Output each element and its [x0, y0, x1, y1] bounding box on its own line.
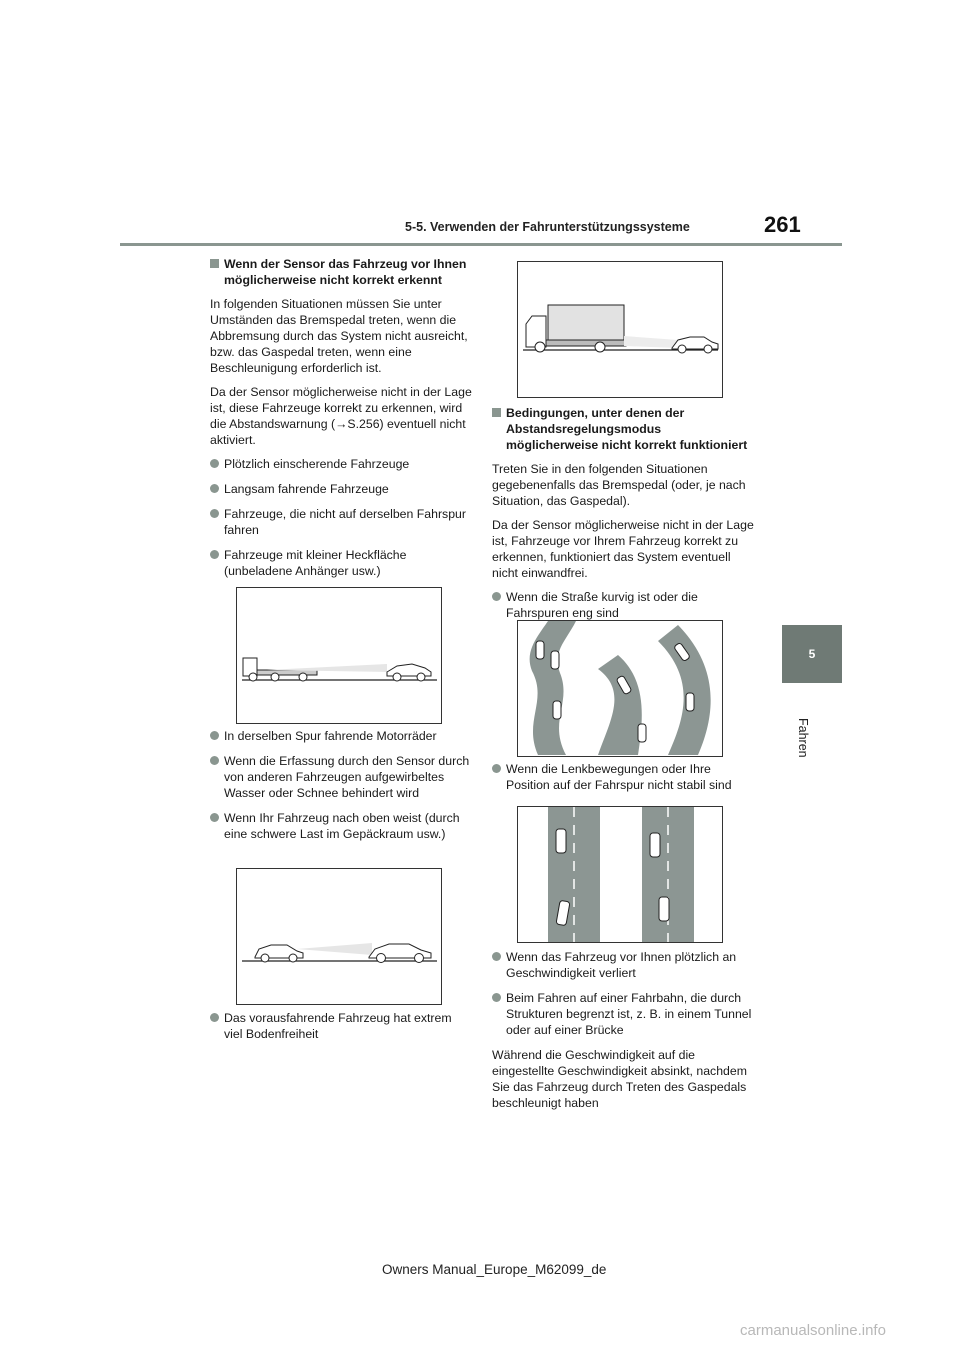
- intro-paragraph-2: Da der Sensor möglicherweise nicht in der Lage ist, diese Fahrzeuge korrekt zu erkennen, wird die Abstandswarnung (→S.256) eventuell nicht aktiviert.: [210, 385, 472, 447]
- left-column-end: [210, 1010, 472, 1051]
- bullet-icon: [210, 459, 219, 468]
- illustration-curvy-roads: [517, 620, 723, 757]
- right-column-end: [492, 949, 754, 1119]
- bullet-icon: [210, 731, 219, 740]
- heading-text: Bedingungen, unter denen der Abstandsregelungsmodus möglicherweise nicht korrekt funktioniert: [506, 406, 748, 452]
- watermark: carmanualsonline.info: [740, 1322, 886, 1339]
- bullet-icon: [210, 509, 219, 518]
- illustration-lane-position: [517, 806, 723, 943]
- bullet-icon: [492, 592, 501, 601]
- list-item: Wenn Ihr Fahrzeug nach oben weist (durch eine schwere Last im Gepäckraum usw.): [210, 810, 472, 842]
- bullet-icon: [492, 993, 501, 1002]
- list-item: Wenn das Fahrzeug vor Ihnen plötzlich an Geschwindigkeit verliert: [492, 949, 754, 981]
- footer-text: Owners Manual_Europe_M62099_de: [382, 1262, 607, 1277]
- page-number: 261: [764, 212, 801, 237]
- list-item: Plötzlich einscherende Fahrzeuge: [210, 456, 472, 472]
- square-bullet-icon: [210, 259, 219, 268]
- section-heading: [492, 405, 754, 453]
- bullet-icon: [210, 484, 219, 493]
- header-rule: [120, 243, 842, 246]
- illustration-two-cars: [236, 868, 442, 1005]
- list-item: Fahrzeuge mit kleiner Heckfläche (unbeladene Anhänger usw.): [210, 547, 472, 579]
- chapter-tab: 5: [782, 625, 842, 683]
- right-column: [492, 405, 754, 630]
- illustration-trailer: [236, 587, 442, 724]
- list-item: Wenn die Lenkbewegungen oder Ihre Position auf der Fahrspur nicht stabil sind: [492, 761, 754, 793]
- illustration-truck: [517, 261, 723, 398]
- list-item: Das vorausfahrende Fahrzeug hat extrem viel Bodenfreiheit: [210, 1010, 472, 1042]
- list-item: Beim Fahren auf einer Fahrbahn, die durch Strukturen begrenzt ist, z. B. in einem Tunnel oder auf einer Brücke: [492, 990, 754, 1038]
- intro-paragraph-2: Da der Sensor möglicherweise nicht in der Lage ist, Fahrzeuge vor Ihrem Fahrzeug korrekt zu erkennen, funktioniert das System eventuell nicht einwandfrei.: [492, 518, 754, 580]
- intro-paragraph: Treten Sie in den folgenden Situationen gegebenenfalls das Bremspedal (oder, je nach Situation, das Gaspedal).: [492, 462, 746, 508]
- list-item: Langsam fahrende Fahrzeuge: [210, 481, 472, 497]
- right-column-continued: [492, 761, 754, 802]
- list-item: Wenn die Straße kurvig ist oder die Fahrspuren eng sind: [492, 589, 754, 621]
- section-heading: [210, 256, 472, 288]
- list-item: In derselben Spur fahrende Motorräder: [210, 728, 472, 744]
- intro-paragraph: In folgenden Situationen müssen Sie unter Umständen das Bremspedal treten, wenn die Abbremsung durch das System nicht ausreicht, bzw. das Gaspedal treten, wenn eine Beschleunigung erforderlich ist.: [210, 297, 468, 375]
- section-title: 5-5. Verwenden der Fahrunterstützungssysteme: [405, 220, 690, 234]
- heading-text: Wenn der Sensor das Fahrzeug vor Ihnen möglicherweise nicht korrekt erkennt: [224, 257, 467, 287]
- bullet-icon: [210, 813, 219, 822]
- square-bullet-icon: [492, 408, 501, 417]
- closing-paragraph: Während die Geschwindigkeit auf die eingestellte Geschwindigkeit absinkt, nachdem Sie das Fahrzeug durch Treten des Gaspedals beschleunigt haben: [492, 1048, 747, 1110]
- left-column: [210, 256, 472, 588]
- left-column-continued: [210, 728, 472, 851]
- bullet-icon: [492, 764, 501, 773]
- list-item: Fahrzeuge, die nicht auf derselben Fahrspur fahren: [210, 506, 472, 538]
- bullet-icon: [210, 756, 219, 765]
- chapter-label: Fahren: [796, 718, 810, 758]
- bullet-icon: [210, 1013, 219, 1022]
- list-item: Wenn die Erfassung durch den Sensor durch von anderen Fahrzeugen aufgewirbeltes Wasser oder Schnee behindert wird: [210, 753, 472, 801]
- bullet-icon: [210, 550, 219, 559]
- bullet-icon: [492, 952, 501, 961]
